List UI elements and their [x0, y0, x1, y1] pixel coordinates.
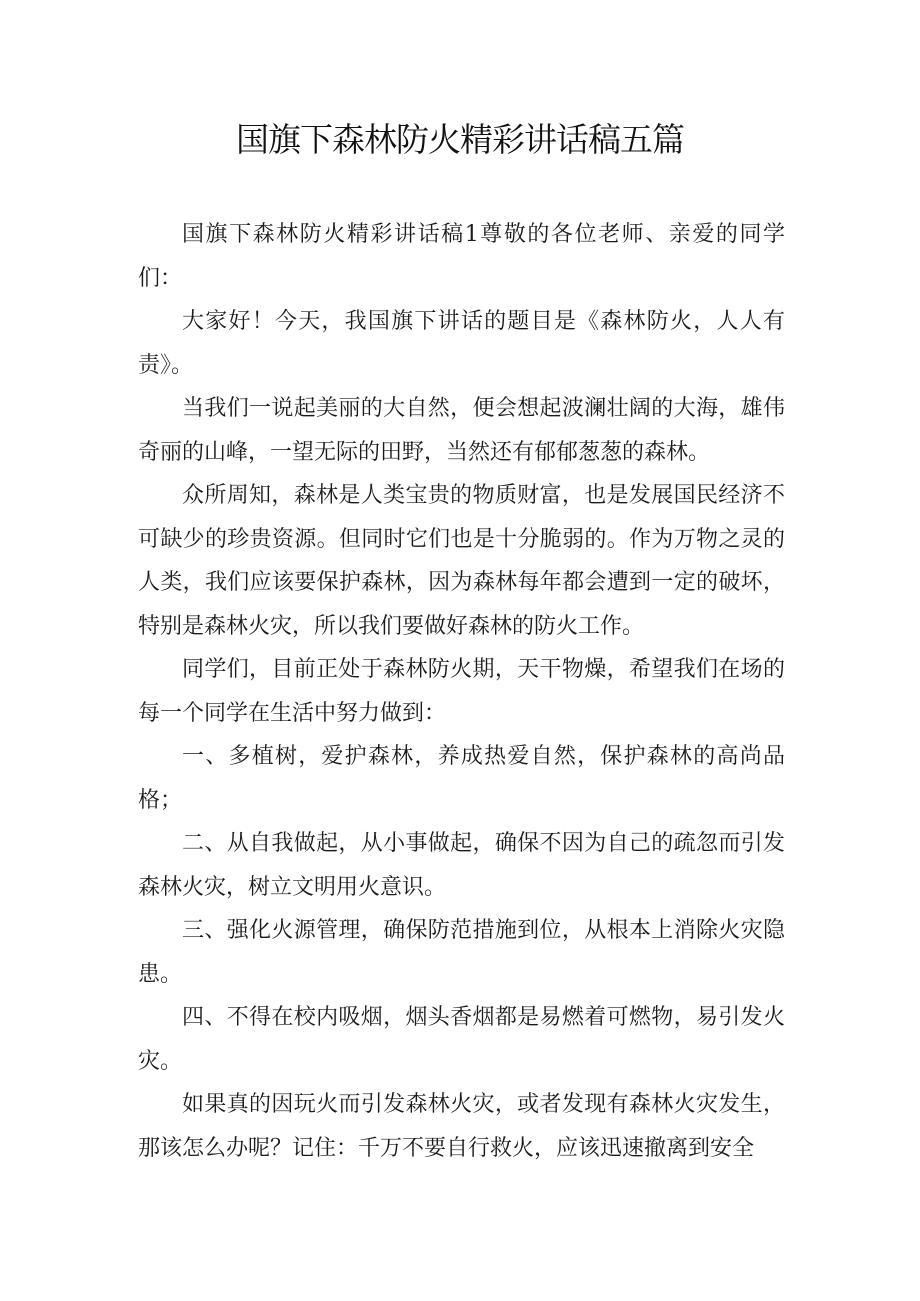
paragraph-item-1: 一、多植树，爱护森林，养成热爱自然，保护森林的高尚品格； [138, 744, 785, 813]
document-body [138, 213, 785, 1170]
paragraph-item-4: 四、不得在校内吸烟，烟头香烟都是易燃着可燃物，易引发火灾。 [138, 1005, 785, 1074]
paragraph-nature: 当我们一说起美丽的大自然，便会想起波澜壮阔的大海，雄伟奇丽的山峰，一望无际的田野，当然还有郁郁葱葱的森林。 [138, 396, 785, 465]
paragraph-emergency: 如果真的因玩火而引发森林火灾，或者发现有森林火灾发生，那该怎么办呢？记住：千万不要自行救火，应该迅速撤离到安全 [138, 1092, 785, 1161]
paragraph-forest-value: 众所周知，森林是人类宝贵的物质财富，也是发展国民经济不可缺少的珍贵资源。但同时它们也是十分脆弱的。作为万物之灵的人类，我们应该要保护森林，因为森林每年都会遭到一定的破坏，特别是森林火灾，所以我们要做好森林的防火工作。 [138, 483, 785, 639]
paragraph-item-3: 三、强化火源管理，确保防范措施到位，从根本上消除火灾隐患。 [138, 918, 785, 987]
paragraph-item-2: 二、从自我做起，从小事做起，确保不因为自己的疏忽而引发森林火灾，树立文明用火意识。 [138, 831, 785, 900]
paragraph-topic: 大家好！今天，我国旗下讲话的题目是《森林防火，人人有责》。 [138, 309, 785, 378]
paragraph-fire-season: 同学们，目前正处于森林防火期，天干物燥，希望我们在场的每一个同学在生活中努力做到： [138, 657, 785, 726]
document-title: 国旗下森林防火精彩讲话稿五篇 [236, 120, 684, 159]
paragraph-greeting: 国旗下森林防火精彩讲话稿1尊敬的各位老师、亲爱的同学们： [138, 222, 785, 291]
